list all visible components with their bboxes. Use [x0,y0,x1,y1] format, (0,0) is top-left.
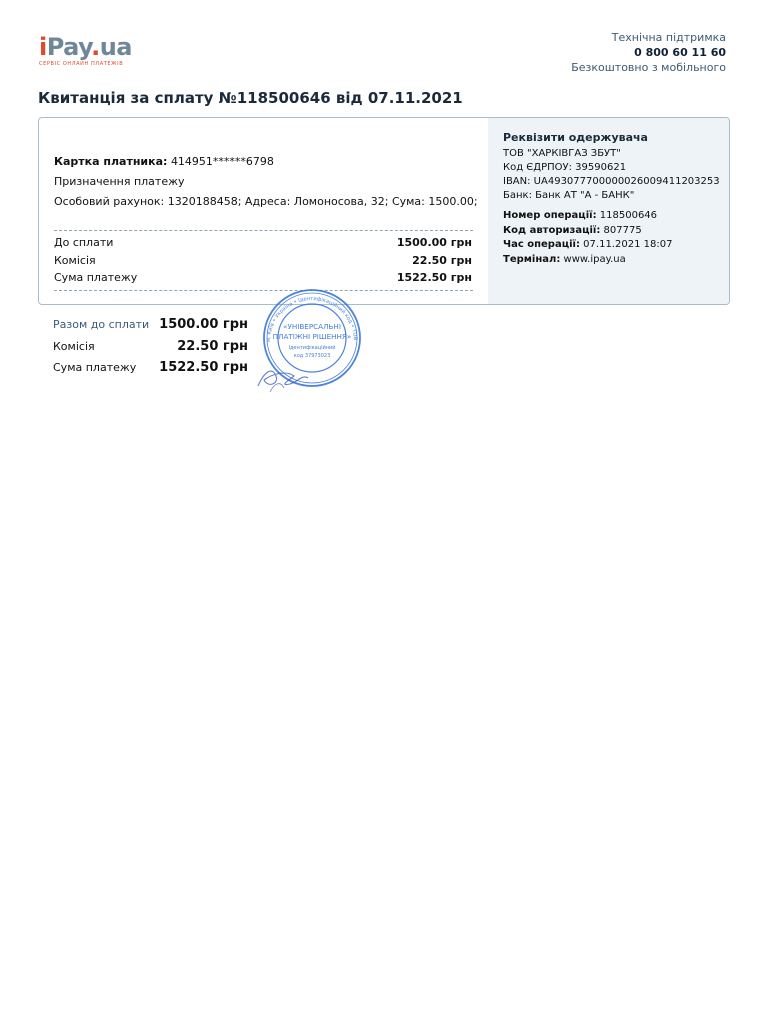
payment-purpose-value: Особовий рахунок: 1320188458; Адреса: Ломоносова, 32; Сума: 1500.00; [54,195,478,208]
terminal-label: Термінал: [503,254,561,265]
stamp-line-2: ПЛАТІЖНІ РІШЕННЯ» [272,332,352,341]
stamp-ring-text: м. Київ • Україна • Ідентифікаційний код • ТОВ [265,295,358,343]
divider-top [54,230,473,231]
recipient-iban: IBAN: UA493077700000026009411203253 [503,176,720,187]
ipay-logo[interactable] [39,33,149,67]
payer-card [54,155,274,169]
total-value: 1522.50 грн [159,360,248,376]
total-row-due [53,314,248,336]
support-info [571,30,726,75]
stamp-line-1: «УНІВЕРСАЛЬНІ [283,322,341,331]
summary-value: 1500.00 грн [396,236,472,249]
terminal [503,253,626,266]
operation-time-label: Час операції: [503,239,580,250]
payment-purpose-label: Призначення платежу [54,175,185,188]
recipient-edrpou: Код ЄДРПОУ: 39590621 [503,162,627,173]
recipient-section [488,118,729,304]
summary-label: До сплати [54,236,114,249]
operation-time-value: 07.11.2021 18:07 [583,239,673,250]
summary-label: Комісія [54,254,96,267]
authorization-code [503,224,642,237]
logo-tagline: СЕРВІС ОНЛАЙН ПЛАТЕЖІВ [39,61,124,67]
logo-wordmark [39,33,149,61]
page-title: Квитанція за сплату №118500646 від 07.11.2021 [38,89,463,107]
summary-value: 22.50 грн [412,254,472,267]
operation-number-value: 118500646 [599,210,658,221]
summary-row-due [54,236,472,250]
totals-block [53,314,248,379]
logo-letter-i: i [39,33,47,61]
total-label: Комісія [53,339,95,353]
summary-label: Сума платежу [54,271,138,284]
payer-card-value: 414951******6798 [170,155,274,168]
authorization-code-value: 807775 [603,225,642,236]
recipient-bank: Банк: Банк АТ "А - БАНК" [503,190,635,201]
operation-number [503,209,657,222]
summary-row-total [54,271,472,285]
operation-number-label: Номер операції: [503,210,597,221]
support-label: Технічна підтримка [611,31,726,44]
total-row-sum [53,357,248,379]
recipient-title: Реквізити одержувача [503,131,648,144]
receipt-card [38,117,730,305]
logo-word: Pay [46,33,92,61]
summary-value: 1522.50 грн [396,271,472,284]
stamp-line-4: код 37973023 [293,353,331,359]
stamp-line-3: Ідентифікаційний [288,345,336,351]
payer-card-label: Картка платника: [54,155,168,168]
terminal-value: www.ipay.ua [563,254,626,265]
signature-tail [270,384,284,392]
authorization-code-label: Код авторизації: [503,225,601,236]
summary-row-commission [54,254,472,268]
payer-section [39,118,488,304]
total-label: Разом до сплати [53,318,150,332]
operation-time [503,238,672,251]
support-phone[interactable]: 0 800 60 11 60 [634,46,726,59]
recipient-company: ТОВ "ХАРКІВГАЗ ЗБУТ" [503,148,621,159]
total-value: 22.50 грн [177,338,248,354]
support-note: Безкоштовно з мобільного [571,61,726,74]
company-stamp [250,288,368,396]
logo-dot: . [91,33,100,61]
logo-tld: ua [99,33,132,61]
total-label: Сума платежу [53,361,137,375]
total-row-commission [53,336,248,358]
total-value: 1500.00 грн [159,317,248,333]
